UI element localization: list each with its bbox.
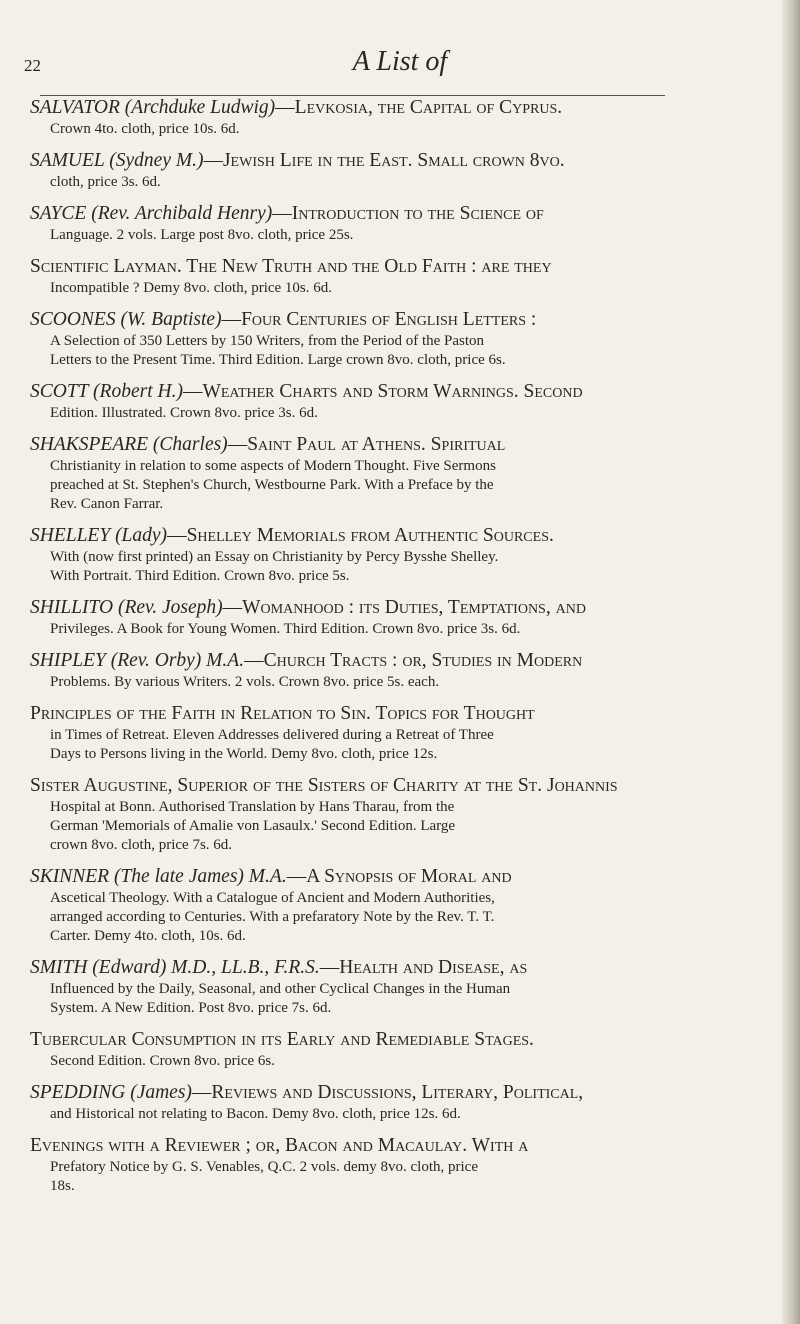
entry-title: —A Synopsis of Moral and	[286, 866, 512, 887]
entry-title: —Levkosia, the Capital of Cyprus.	[275, 97, 563, 118]
entry-detail-line: in Times of Retreat. Eleven Addresses delivered during a Retreat of Three	[50, 727, 494, 743]
entry-heading	[30, 649, 775, 673]
entry-detail-line: crown 8vo. cloth, price 7s. 6d.	[50, 837, 233, 853]
entry-title: Tubercular Consumption in its Early and Remediable Stages.	[30, 1029, 534, 1050]
catalogue-entry	[30, 774, 775, 855]
entry-detail-line: Prefatory Notice by G. S. Venables, Q.C. 2 vols. demy 8vo. cloth, price	[50, 1159, 478, 1175]
entry-title: —Jewish Life in the East. Small crown 8vo.	[203, 150, 565, 171]
entry-detail-line: A Selection of 350 Letters by 150 Writers, from the Period of the Paston	[50, 333, 485, 349]
entry-detail-line: Problems. By various Writers. 2 vols. Crown 8vo. price 5s. each.	[50, 674, 440, 690]
entry-author: SPEDDING (James)	[30, 1082, 192, 1103]
entry-heading	[30, 702, 775, 726]
entry-heading	[30, 1134, 775, 1158]
entry-title: —Saint Paul at Athens. Spiritual	[227, 434, 506, 455]
catalogue-entries	[30, 96, 775, 1206]
catalogue-entry	[30, 1134, 775, 1196]
entry-title: Scientific Layman. The New Truth and the Old Faith : are they	[30, 256, 552, 277]
catalogue-entry	[30, 1081, 775, 1124]
entry-heading	[30, 774, 775, 798]
entry-title: —Church Tracts : or, Studies in Modern	[244, 650, 583, 671]
entry-heading	[30, 255, 775, 279]
entry-detail-line: Carter. Demy 4to. cloth, 10s. 6d.	[50, 928, 246, 944]
entry-detail-line: Crown 4to. cloth, price 10s. 6d.	[50, 121, 240, 137]
entry-heading	[30, 956, 775, 980]
catalogue-entry	[30, 702, 775, 764]
entry-heading	[30, 865, 775, 889]
catalogue-entry	[30, 308, 775, 370]
entry-author: SKINNER (The late James) M.A.	[30, 866, 287, 887]
entry-detail-line: Edition. Illustrated. Crown 8vo. price 3s. 6d.	[50, 405, 318, 421]
entry-heading	[30, 96, 775, 120]
entry-heading	[30, 524, 775, 548]
entry-author: SALVATOR (Archduke Ludwig)	[30, 97, 276, 118]
entry-heading	[30, 433, 775, 457]
entry-author: SCOTT (Robert H.)	[30, 381, 183, 402]
entry-heading	[30, 380, 775, 404]
entry-detail-line: Christianity in relation to some aspects of Modern Thought. Five Sermons	[50, 458, 496, 474]
catalogue-entry	[30, 596, 775, 639]
catalogue-entry	[30, 524, 775, 586]
entry-title: —Shelley Memorials from Authentic Sources.	[167, 525, 554, 546]
catalogue-entry	[30, 865, 775, 946]
entry-heading	[30, 596, 775, 620]
catalogue-entry	[30, 956, 775, 1018]
entry-author: SAMUEL (Sydney M.)	[30, 150, 204, 171]
entry-detail-line: preached at St. Stephen's Church, Westbourne Park. With a Preface by the	[50, 477, 494, 493]
entry-detail-line: With (now first printed) an Essay on Christianity by Percy Bysshe Shelley.	[50, 549, 499, 565]
entry-title: —Health and Disease, as	[319, 957, 528, 978]
entry-detail-line: Privileges. A Book for Young Women. Third Edition. Crown 8vo. price 3s. 6d.	[50, 621, 521, 637]
entry-detail-line: cloth, price 3s. 6d.	[50, 174, 161, 190]
catalogue-entry	[30, 1028, 775, 1071]
entry-heading	[30, 1081, 775, 1105]
entry-author: SAYCE (Rev. Archibald Henry)	[30, 203, 273, 224]
entry-title: —Four Centuries of English Letters :	[221, 309, 537, 330]
entry-author: SHAKSPEARE (Charles)	[30, 434, 228, 455]
entry-title: Sister Augustine, Superior of the Sisters of Charity at the St. Johannis	[30, 775, 618, 796]
catalogue-entry	[30, 380, 775, 423]
entry-author: SHILLITO (Rev. Joseph)	[30, 597, 223, 618]
entry-detail-line: System. A New Edition. Post 8vo. price 7s. 6d.	[50, 1000, 332, 1016]
entry-detail-line: Second Edition. Crown 8vo. price 6s.	[50, 1053, 275, 1069]
entry-author: SHIPLEY (Rev. Orby) M.A.	[30, 650, 245, 671]
entry-title: —Reviews and Discussions, Literary, Political,	[191, 1082, 584, 1103]
catalogue-entry	[30, 255, 775, 298]
catalogue-entry	[30, 96, 775, 139]
entry-detail-line: German 'Memorials of Amalie von Lasaulx.' Second Edition. Large	[50, 818, 456, 834]
entry-title: Principles of the Faith in Relation to Sin. Topics for Thought	[30, 703, 535, 724]
entry-heading	[30, 202, 775, 226]
entry-detail-line: 18s.	[50, 1178, 75, 1194]
entry-detail-line: Ascetical Theology. With a Catalogue of Ancient and Modern Authorities,	[50, 890, 495, 906]
page-number: 22	[24, 56, 41, 75]
entry-detail-line: Language. 2 vols. Large post 8vo. cloth, price 25s.	[50, 227, 354, 243]
entry-detail-line: Rev. Canon Farrar.	[50, 496, 164, 512]
entry-heading	[30, 149, 775, 173]
entry-detail-line: Incompatible ? Demy 8vo. cloth, price 10s. 6d.	[50, 280, 333, 296]
catalogue-entry	[30, 149, 775, 192]
entry-title: —Womanhood : its Duties, Temptations, and	[222, 597, 586, 618]
catalogue-entry	[30, 202, 775, 245]
entry-detail-line: and Historical not relating to Bacon. Demy 8vo. cloth, price 12s. 6d.	[50, 1106, 461, 1122]
entry-detail-line: Influenced by the Daily, Seasonal, and other Cyclical Changes in the Human	[50, 981, 511, 997]
entry-detail-line: Days to Persons living in the World. Demy 8vo. cloth, price 12s.	[50, 746, 438, 762]
entry-heading	[30, 1028, 775, 1052]
entry-author: SMITH (Edward) M.D., LL.B., F.R.S.	[30, 957, 320, 978]
entry-author: SCOONES (W. Baptiste)	[30, 309, 222, 330]
entry-detail-line: arranged according to Centuries. With a prefaratory Note by the Rev. T. T.	[50, 909, 495, 925]
entry-detail-line: Hospital at Bonn. Authorised Translation by Hans Tharau, from the	[50, 799, 455, 815]
catalogue-entry	[30, 649, 775, 692]
catalogue-entry	[30, 433, 775, 514]
page-edge	[782, 0, 800, 1324]
entry-heading	[30, 308, 775, 332]
entry-detail-line: Letters to the Present Time. Third Edition. Large crown 8vo. cloth, price 6s.	[50, 352, 506, 368]
entry-title: —Introduction to the Science of	[272, 203, 544, 224]
entry-title: Evenings with a Reviewer ; or, Bacon and Macaulay. With a	[30, 1135, 529, 1156]
entry-author: SHELLEY (Lady)	[30, 525, 168, 546]
entry-detail-line: With Portrait. Third Edition. Crown 8vo. price 5s.	[50, 568, 350, 584]
running-title: A List of	[352, 46, 448, 77]
entry-title: —Weather Charts and Storm Warnings. Second	[182, 381, 583, 402]
